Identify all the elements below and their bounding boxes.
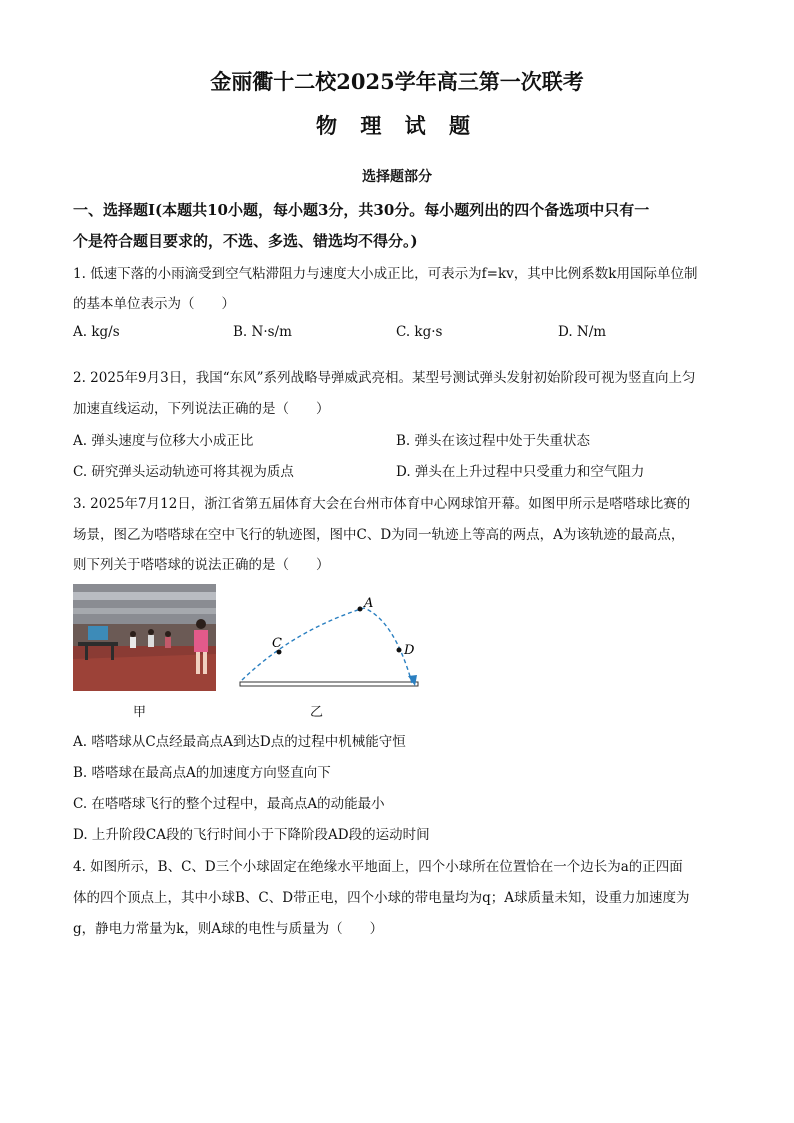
- part1-heading-line1: 一、选择题Ⅰ(本题共10小题，每小题3分，共30分。每小题列出的四个备选项中只有一: [73, 201, 650, 219]
- caption-left: 甲: [133, 705, 147, 720]
- q3-option-b: B. 嗒嗒球在最高点A的加速度方向竖直向下: [73, 765, 331, 781]
- q1-stem-line2: 的基本单位表示为（ ）: [73, 296, 235, 312]
- q2-option-c: C. 研究弹头运动轨迹可将其视为质点: [73, 464, 294, 480]
- caption-right: 乙: [310, 705, 324, 720]
- label-d: D: [404, 643, 415, 658]
- q4-stem-line1: 4. 如图所示，B、C、D三个小球固定在绝缘水平地面上，四个小球所在位置恰在一个边长为a的正四面: [73, 859, 683, 875]
- q4-stem-line3: g，静电力常量为k，则A球的电性与质量为（ ）: [73, 921, 384, 937]
- q1-option-c: C. kg·s: [396, 324, 443, 340]
- q2-stem-line1: 2. 2025年9月3日，我国“东风”系列战略导弹威武亮相。某型号测试弹头发射初始阶段可视为竖直向上匀: [73, 370, 696, 386]
- q3-stem-line3: 则下列关于嗒嗒球的说法正确的是（ ）: [73, 557, 330, 573]
- trajectory-path: [242, 608, 412, 683]
- match-photo: [73, 584, 216, 691]
- point-d: [397, 648, 402, 653]
- q3-stem-line2: 场景，图乙为嗒嗒球在空中飞行的轨迹图，图中C、D为同一轨迹上等高的两点，A为该轨迹的最高点，: [73, 527, 685, 543]
- q1-option-d: D. N/m: [558, 324, 607, 340]
- trajectory-diagram: [234, 590, 434, 690]
- q2-stem-line2: 加速直线运动，下列说法正确的是（ ）: [73, 401, 330, 417]
- q3-stem-line1: 3. 2025年7月12日，浙江省第五届体育大会在台州市体育中心网球馆开幕。如图甲所示是嗒嗒球比赛的: [73, 496, 691, 512]
- q1-option-b: B. N·s/m: [233, 324, 292, 340]
- part1-heading-line2: 个是符合题目要求的，不选、多选、错选均不得分。): [73, 232, 418, 250]
- q3-option-a: A. 嗒嗒球从C点经最高点A到达D点的过程中机械能守恒: [73, 734, 406, 750]
- q2-option-d: D. 弹头在上升过程中只受重力和空气阻力: [396, 464, 645, 480]
- exam-title: 金丽衢十二校2025学年高三第一次联考: [210, 69, 584, 94]
- exam-subtitle: 物 理 试 题: [316, 113, 478, 138]
- ground-bar: [240, 682, 418, 686]
- q1-stem-line1: 1. 低速下落的小雨滴受到空气粘滞阻力与速度大小成正比，可表示为f=kv，其中比例系数k用国际单位制: [73, 266, 698, 282]
- q4-stem-line2: 体的四个顶点上，其中小球B、C、D带正电，四个小球的带电量均为q；A球质量未知，设重力加速度为: [73, 890, 690, 906]
- q2-option-a: A. 弹头速度与位移大小成正比: [73, 433, 254, 449]
- label-c: C: [272, 636, 282, 651]
- q1-option-a: A. kg/s: [73, 324, 120, 340]
- section-heading: 选择题部分: [362, 169, 432, 185]
- label-a: A: [364, 596, 374, 611]
- q2-option-b: B. 弹头在该过程中处于失重状态: [396, 433, 591, 449]
- point-a: [358, 607, 363, 612]
- match-photo-illustration: [73, 584, 216, 691]
- q3-option-c: C. 在嗒嗒球飞行的整个过程中，最高点A的动能最小: [73, 796, 385, 812]
- q3-option-d: D. 上升阶段CA段的飞行时间小于下降阶段AD段的运动时间: [73, 827, 430, 843]
- trajectory-svg: [234, 590, 434, 690]
